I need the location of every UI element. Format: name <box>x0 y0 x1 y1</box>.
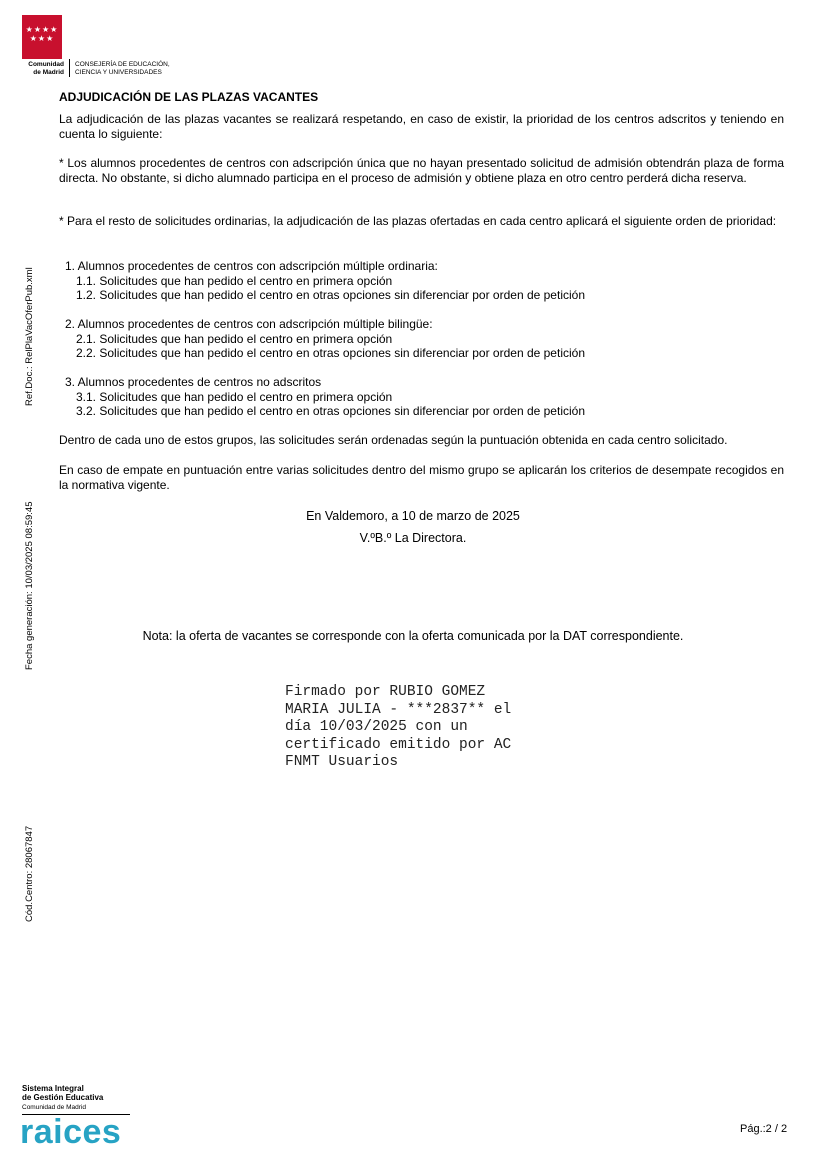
stars-icon: ★★★★ ★★★ <box>25 25 59 43</box>
side-cod-centro: Cód.Centro: 28067847 <box>24 825 35 922</box>
group-1-item-1: 1.1. Solicitudes que han pedido el centro en primera opción <box>76 274 393 288</box>
group-2-heading: 2. Alumnos procedentes de centros con adscripción múltiple bilingüe: <box>65 317 433 331</box>
comunidad-madrid-logo <box>22 15 62 59</box>
group-1-heading: 1. Alumnos procedentes de centros con adscripción múltiple ordinaria: <box>65 259 438 273</box>
group-3-heading: 3. Alumnos procedentes de centros no adscritos <box>65 375 322 389</box>
group-3-item-1: 3.1. Solicitudes que han pedido el centro en primera opción <box>76 390 393 404</box>
logo-name-line-2: de Madrid <box>33 68 64 76</box>
logo-divider <box>69 59 70 77</box>
paragraph-ordenacion: Dentro de cada uno de estos grupos, las solicitudes serán ordenadas según la puntuación obtenida en cada centro solicitado. <box>59 433 728 447</box>
group-2-item-1: 2.1. Solicitudes que han pedido el centro en primera opción <box>76 332 393 346</box>
paragraph-empate: En caso de empate en puntuación entre varias solicitudes dentro del mismo grupo se aplicarán los criterios de desempate recogidos en la normativa vigente. <box>59 463 784 492</box>
logo-name-line-1: Comunidad <box>28 61 64 68</box>
group-2-item-2: 2.2. Solicitudes que han pedido el centro en otras opciones sin diferenciar por orden de petición <box>76 346 585 360</box>
page-title: ADJUDICACIÓN DE LAS PLAZAS VACANTES <box>59 90 319 104</box>
paragraph-resto-solicitudes: * Para el resto de solicitudes ordinarias, la adjudicación de las plazas ofertadas en cada centro aplicará el siguiente orden de prioridad: <box>59 214 777 228</box>
page-number: Pág.:2 / 2 <box>740 1123 788 1135</box>
footer-brand-line-1: Sistema Integral <box>22 1084 84 1093</box>
digital-signature: Firmado por RUBIO GOMEZ MARIA JULIA - ***2837** el día 10/03/2025 con un certificado emitido por AC FNMT Usuarios <box>285 684 512 770</box>
note: Nota: la oferta de vacantes se corresponde con la oferta comunicada por la DAT correspondiente. <box>142 629 684 643</box>
footer-brand-line-2: de Gestión Educativa <box>22 1093 104 1102</box>
group-3-item-2: 3.2. Solicitudes que han pedido el centro en otras opciones sin diferenciar por orden de petición <box>76 404 585 418</box>
footer-brand <box>22 1084 103 1102</box>
intro-paragraph: La adjudicación de las plazas vacantes se realizará respetando, en caso de existir, la prioridad de los centros adscritos y teniendo en cuenta lo siguiente: <box>59 112 784 141</box>
logo-name <box>18 61 64 76</box>
department-line-1: CONSEJERÍA DE EDUCACIÓN, <box>75 61 170 68</box>
department-line-2: CIENCIA Y UNIVERSIDADES <box>75 68 162 76</box>
side-ref-doc: Ref.Doc.: RelPlaVacOferPub.xml <box>24 267 35 406</box>
paragraph-adscripcion-unica: * Los alumnos procedentes de centros con adscripción única que no hayan presentado solicitud de admisión obtendrán plaza de forma directa. No obstante, si dicho alumnado participa en el proceso de admisión y obtiene plaza en otro centro perderá dicha reserva. <box>59 156 784 185</box>
place-date: En Valdemoro, a 10 de marzo de 2025 <box>306 509 520 523</box>
side-fecha-generacion: Fecha generación: 10/03/2025 08:59:45 <box>24 501 35 670</box>
group-1-item-2: 1.2. Solicitudes que han pedido el centro en otras opciones sin diferenciar por orden de petición <box>76 288 585 302</box>
footer-brand-sub: Comunidad de Madrid <box>22 1104 86 1111</box>
raices-logo: raices <box>20 1113 122 1151</box>
visto-bueno: V.ºB.º La Directora. <box>359 531 467 545</box>
department-name <box>75 61 170 76</box>
